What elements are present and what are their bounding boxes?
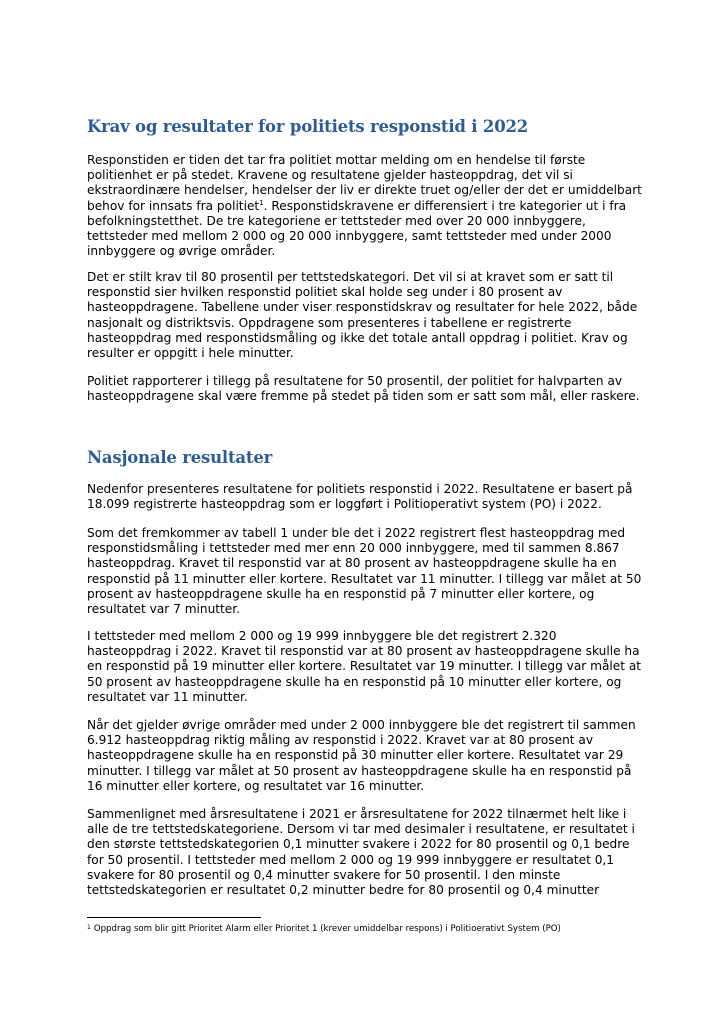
paragraph-80-prosentil: Det er stilt krav til 80 prosentil per tettstedskategori. Det vil si at kravet som er satt til responstid sier hvilken responstid politiet skal holde seg under i 80 prosent av hasteoppdragene. Tabellene under viser responstidskrav og resultater for hele 2022, både nasjonalt og distriktsvis. Oppdragene som presenteres i tabellene er registrerte hasteoppdrag med responstidsmåling og ikke det totale antall oppdrag i politiet. Krav og resulter er oppgitt i hele minutter. bbox=[87, 270, 638, 361]
section-heading-krav: Krav og resultater for politiets responstid i 2022 bbox=[87, 117, 529, 136]
paragraph-medium-towns: I tettsteder med mellom 2 000 og 19 999 innbyggere ble det registrert 2.320 hasteoppdrag i 2022. Kravet til responstid var at 80 prosent av hasteoppdragene skulle ha en responstid på 19 minutter eller kortere. Resultatet var 19 minutter. I tillegg var målet at 50 prosent av hasteoppdragene skulle ha en responstid på 10 minutter eller kortere, og resultatet var 11 minutter. bbox=[87, 629, 642, 704]
paragraph-text: Responstiden er tiden det tar fra politiet mottar melding om en hendelse til første politienhet er på stedet. Kravene og resultatene gjelder hasteoppdrag, det vil si ekstraordinære hendelser, hendelser der liv er direkte truet og/eller der det er umiddelbart behov for innsats fra politiet bbox=[87, 153, 642, 213]
paragraph-other-areas: Når det gjelder øvrige områder med under 2 000 innbyggere ble det registrert til sammen 6.912 hasteoppdrag riktig måling av responstid i 2022. Kravet var at 80 prosent av hasteoppdragene skulle ha en responstid på 30 minutter eller kortere. Resultatet var 29 minutter. I tillegg var målet at 50 prosent av hasteoppdragene skulle ha en responstid på 16 minutter eller kortere, og resultatet var 16 minutter. bbox=[87, 718, 636, 793]
paragraph-responstid-definition bbox=[87, 153, 643, 259]
paragraph-comparison-2021: Sammenlignet med årsresultatene i 2021 er årsresultatene for 2022 tilnærmet helt like i alle de tre tettstedskategoriene. Dersom vi tar med desimaler i resultatene, er resultatet i den største tettstedskategorien 0,1 minutter svakere i 2022 for 80 prosentil og 0,1 bedre for 50 prosentil. I tettsteder med mellom 2 000 og 19 999 innbyggere er resultatet 0,1 svakere for 80 prosentil og 0,4 minutter svakere for 50 prosentil. I den minste tettstedskategorien er resultatet 0,2 minutter bedre for 80 prosentil og 0,4 minutter bbox=[87, 807, 635, 898]
paragraph-intro-results: Nedenfor presenteres resultatene for politiets responstid i 2022. Resultatene er basert på 18.099 registrerte hasteoppdrag som er loggført i Politioperativt system (PO) i 2022. bbox=[87, 482, 633, 512]
footnote-separator bbox=[87, 917, 261, 918]
paragraph-50-prosentil: Politiet rapporterer i tillegg på resultatene for 50 prosentil, der politiet for halvparten av hasteoppdragene skal være fremme på stedet på tiden som er satt som mål, eller raskere. bbox=[87, 374, 640, 404]
footnote-text: Oppdrag som blir gitt Prioritet Alarm eller Prioritet 1 (krever umiddelbar respons) i Politioerativt System (PO) bbox=[93, 924, 561, 934]
footnote-number: 1 bbox=[87, 924, 91, 931]
paragraph-large-towns: Som det fremkommer av tabell 1 under ble det i 2022 registrert flest hasteoppdrag med responstidsmåling i tettsteder med mer enn 20 000 innbyggere, med til sammen 8.867 hasteoppdrag. Kravet til responstid var at 80 prosent av hasteoppdragene skulle ha en responstid på 11 minutter eller kortere. Resultatet var 11 minutter. I tillegg var målet at 50 prosent av hasteoppdragene skulle ha en responstid på 7 minutter eller kortere, og resultatet var 7 minutter. bbox=[87, 526, 642, 617]
footnote bbox=[87, 924, 647, 935]
footnote-reference[interactable]: 1 bbox=[259, 198, 264, 207]
paragraph-text: . Responstidskravene er differensiert i tre kategorier ut i fra befolkningstetthet. De tre kategoriene er tettsteder med over 20 000 innbyggere, tettsteder med mellom 2 000 og 20 000 innbyggere, samt tettsteder med under 2000 innbyggere og øvrige områder. bbox=[87, 198, 627, 259]
section-heading-nasjonale: Nasjonale resultater bbox=[87, 448, 273, 467]
